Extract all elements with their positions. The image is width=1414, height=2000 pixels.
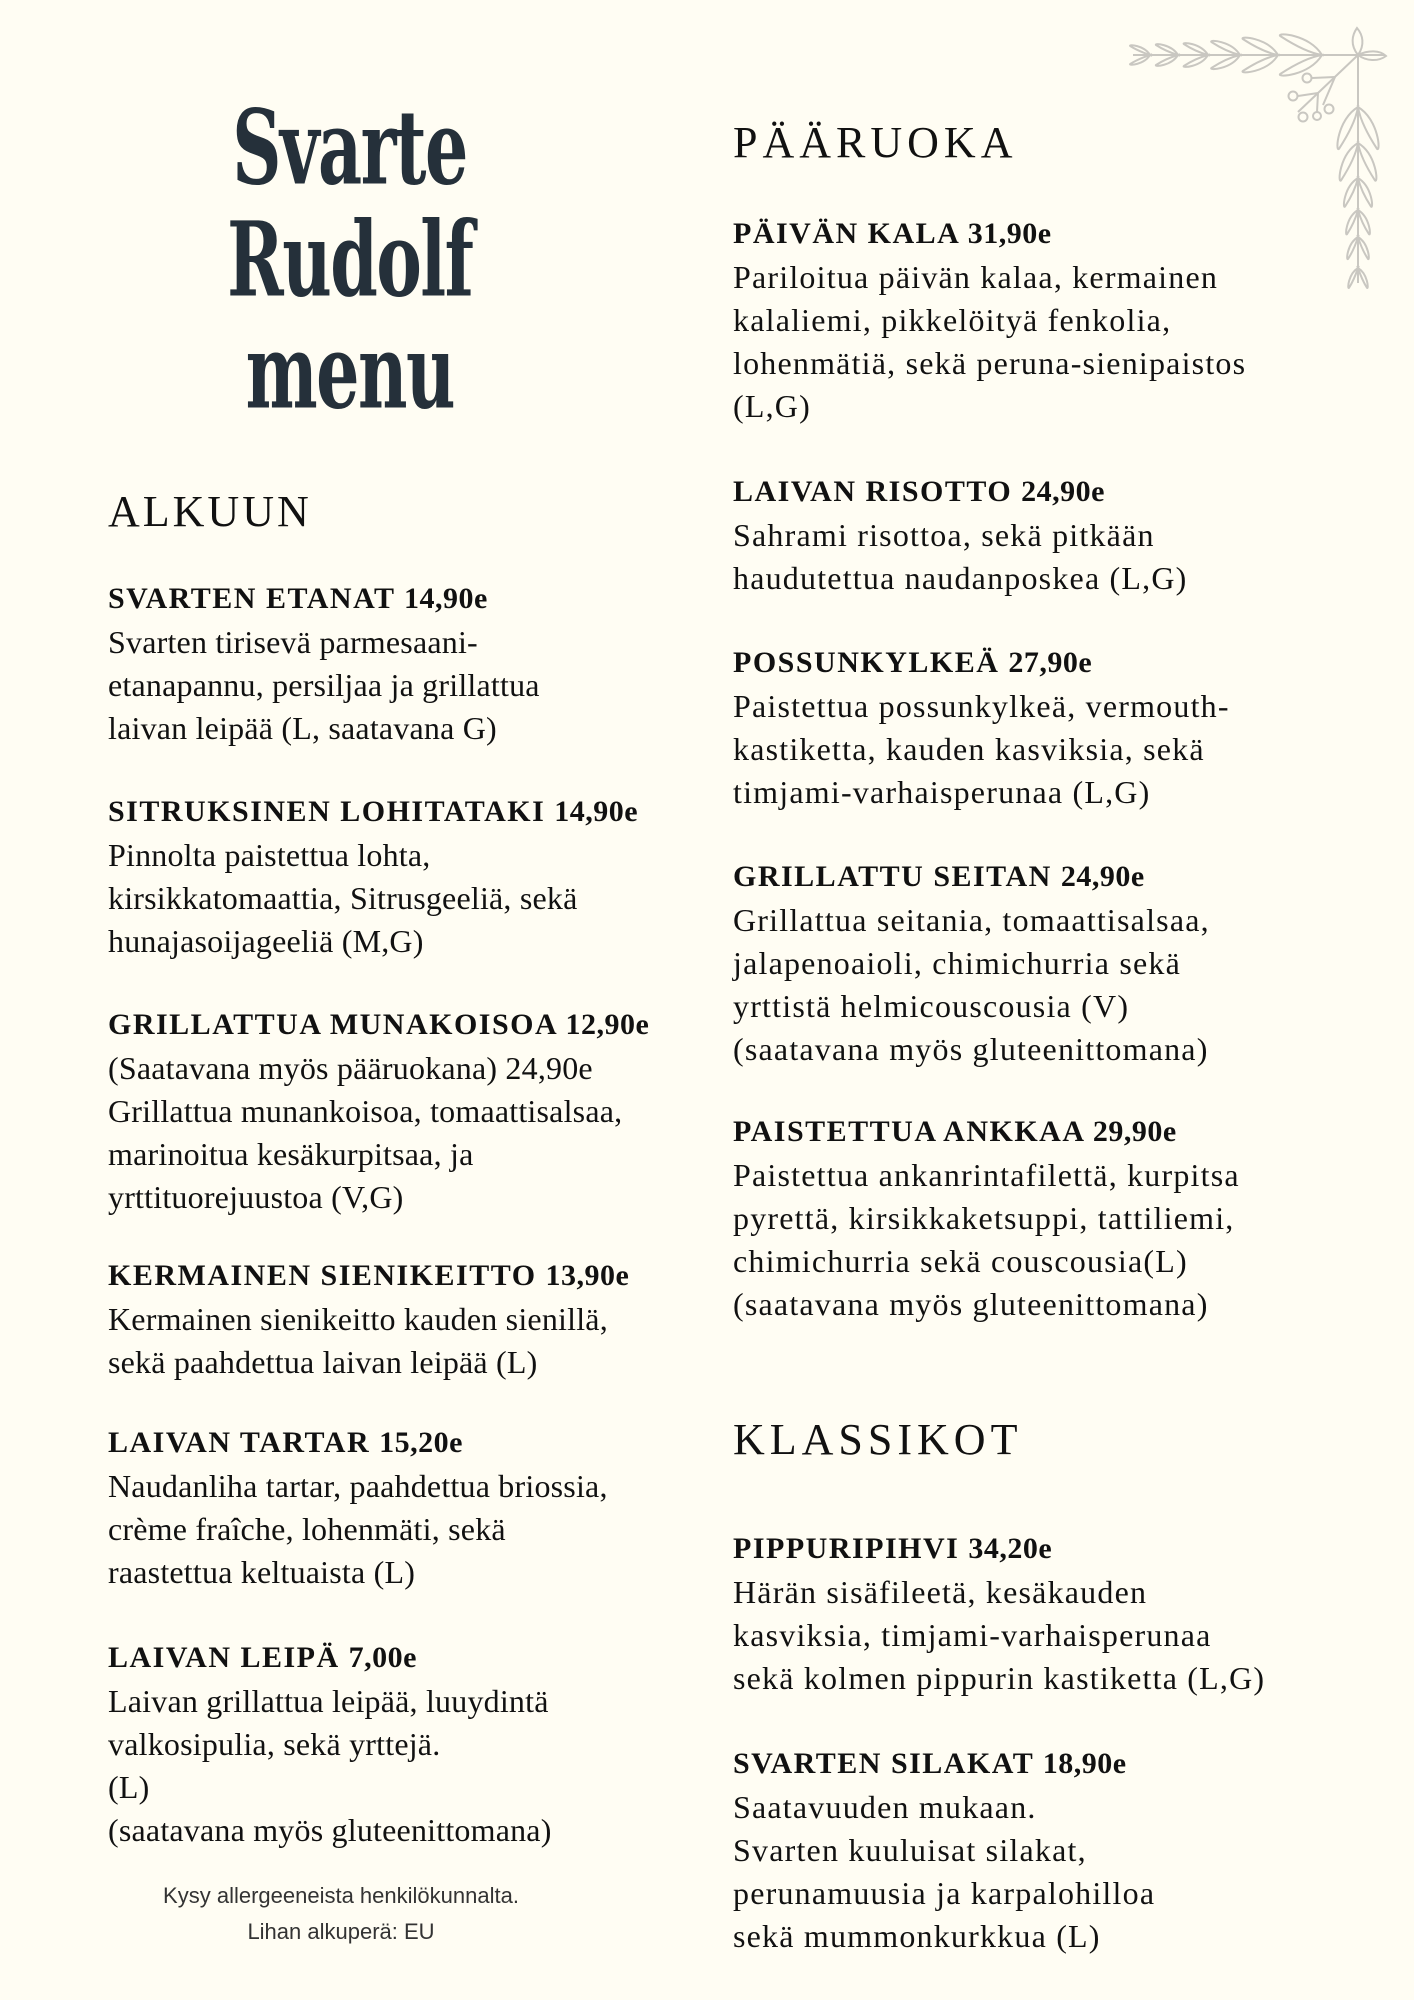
item-name: SVARTEN ETANAT — [108, 582, 395, 615]
allergy-footer — [100, 1878, 582, 1950]
item-desc-line: Grillattua munankoisoa, tomaattisalsaa, — [108, 1093, 623, 1129]
ornament-leaf — [1358, 268, 1368, 288]
item-desc-line: (saatavana myös gluteenittomana) — [733, 1286, 1209, 1322]
ornament-leaf — [1184, 55, 1208, 67]
menu-item — [733, 1109, 1240, 1326]
ornament-leaf — [1346, 210, 1358, 234]
menu-item — [733, 854, 1210, 1071]
ornament-leaf — [1348, 268, 1358, 288]
item-desc-line: Sahrami risottoa, sekä pitkään — [733, 517, 1155, 553]
item-desc-line: (L,G) — [733, 388, 811, 424]
menu-item — [733, 1741, 1155, 1958]
item-desc-line: etanapannu, persiljaa ja grillattua — [108, 667, 540, 703]
footer-allergy-note: Kysy allergeeneista henkilökunnalta. — [163, 1883, 519, 1908]
item-name: PIPPURIPIHVI — [733, 1532, 960, 1565]
logo-line-2: Rudolf — [227, 199, 473, 320]
restaurant-logo — [170, 87, 530, 432]
ornament-leaf — [1242, 38, 1278, 55]
section-title-alkuun: ALKUUN — [108, 487, 312, 536]
item-desc-line: jalapenoaioli, chimichurria sekä — [733, 945, 1182, 981]
menu-item — [108, 1002, 649, 1219]
ornament-leaf — [1358, 107, 1379, 149]
ornament-leaf — [1358, 143, 1376, 181]
ornament-leaf — [1184, 43, 1208, 55]
item-name: PAISTETTUA ANKKAA — [733, 1115, 1084, 1148]
item-name: SITRUKSINEN LOHITATAKI — [108, 795, 546, 828]
item-desc-line: marinoitua kesäkurpitsaa, ja — [108, 1136, 474, 1172]
item-price: 31,90e — [967, 217, 1052, 250]
ornament-leaf — [1280, 55, 1322, 76]
item-desc-line: Svarten tirisevä parmesaani- — [108, 624, 478, 660]
item-desc-line: Paistettua possunkylkeä, vermouth- — [733, 688, 1230, 724]
item-desc-line: yrttituorejuustoa (V,G) — [108, 1179, 404, 1215]
menu-item — [733, 211, 1246, 428]
menu-item — [108, 1420, 608, 1594]
item-price: 34,20e — [968, 1532, 1053, 1565]
item-name: KERMAINEN SIENIKEITTO — [108, 1259, 537, 1292]
ornament-leaf — [1211, 55, 1240, 69]
ornament-leaf — [1347, 237, 1358, 259]
ornament-leaf — [1358, 237, 1369, 259]
item-desc-line: kasviksia, timjami-varhaisperunaa — [733, 1617, 1212, 1653]
item-desc-line: Paistettua ankanrintafilettä, kurpitsa — [733, 1157, 1240, 1193]
ornament-leaf — [1130, 45, 1150, 55]
item-desc-line: Pinnolta paistettua lohta, — [108, 837, 431, 873]
item-desc-line: haudutettua naudanposkea (L,G) — [733, 560, 1188, 596]
ornament-leaf — [1280, 34, 1322, 55]
item-desc-line: (saatavana myös gluteenittomana) — [108, 1812, 552, 1848]
logo-line-1: Svarte — [232, 87, 468, 208]
item-desc-line: lohenmätiä, sekä peruna-sienipaistos — [733, 345, 1247, 381]
ornament-leaf — [1358, 178, 1372, 207]
ornament-leaf — [1340, 143, 1358, 181]
item-desc-line: kalaliemi, pikkelöityä fenkolia, — [733, 302, 1172, 338]
item-desc-line: Pariloitua päivän kalaa, kermainen — [733, 259, 1219, 295]
item-desc-line: sekä kolmen pippurin kastiketta (L,G) — [733, 1660, 1266, 1696]
item-price: 15,20e — [379, 1426, 463, 1459]
item-desc-line: Härän sisäfileetä, kesäkauden — [733, 1574, 1148, 1610]
menu-item — [108, 1635, 552, 1852]
item-name: SVARTEN SILAKAT — [733, 1747, 1034, 1780]
item-name: GRILLATTU SEITAN — [733, 860, 1052, 893]
item-desc-line: perunamuusia ja karpalohilloa — [733, 1875, 1156, 1911]
section-title-paaruoka: PÄÄRUOKA — [733, 118, 1018, 167]
item-name: LAIVAN RISOTTO — [733, 475, 1013, 508]
item-price: 18,90e — [1042, 1747, 1127, 1780]
ornament-leaf — [1358, 210, 1370, 234]
ornament-leaf — [1211, 41, 1240, 55]
menu-item — [108, 1253, 629, 1384]
menu-item — [733, 469, 1188, 600]
item-name: POSSUNKYLKEÄ — [733, 646, 1000, 679]
item-desc-line: sekä mummonkurkkua (L) — [733, 1918, 1101, 1954]
menu-item — [733, 1526, 1265, 1700]
item-price: 14,90e — [403, 582, 488, 615]
item-desc-line: (L) — [108, 1769, 150, 1805]
ornament-leaf — [1156, 44, 1178, 55]
item-price: 24,90e — [1021, 475, 1105, 508]
item-name: PÄIVÄN KALA — [733, 217, 959, 250]
item-desc-line: valkosipulia, sekä yrttejä. — [108, 1726, 441, 1762]
item-desc-line: pyrettä, kirsikkaketsuppi, tattiliemi, — [733, 1200, 1235, 1236]
item-desc-line: sekä paahdettua laivan leipää (L) — [108, 1344, 538, 1380]
item-desc-line: Laivan grillattua leipää, luuydintä — [108, 1683, 549, 1719]
item-desc-line: yrttistä helmicouscousia (V) — [733, 988, 1130, 1024]
ornament-leaf — [1337, 107, 1358, 149]
section-title-klassikot: KLASSIKOT — [733, 1415, 1023, 1464]
item-desc-line: Naudanliha tartar, paahdettua briossia, — [108, 1468, 608, 1504]
item-price: 7,00e — [348, 1641, 417, 1674]
item-desc-line: kirsikkatomaattia, Sitrusgeeliä, sekä — [108, 880, 578, 916]
item-price: 27,90e — [1008, 646, 1093, 679]
item-desc-line: Saatavuuden mukaan. — [733, 1789, 1037, 1825]
item-name: LAIVAN LEIPÄ — [108, 1641, 340, 1674]
item-desc-line: hunajasoijageeliä (M,G) — [108, 923, 424, 959]
item-desc-line: chimichurria sekä couscousia(L) — [733, 1243, 1188, 1279]
ornament-leaf — [1242, 55, 1278, 72]
logo-line-3: menu — [245, 311, 455, 432]
item-desc-line: Kermainen sienikeitto kauden sienillä, — [108, 1301, 608, 1337]
item-price: 29,90e — [1092, 1115, 1177, 1148]
item-desc-line: (saatavana myös gluteenittomana) — [733, 1031, 1209, 1067]
item-desc-line: laivan leipää (L, saatavana G) — [108, 710, 497, 746]
item-desc-line: Svarten kuuluisat silakat, — [733, 1832, 1087, 1868]
item-desc-line: (Saatavana myös pääruokana) 24,90e — [108, 1050, 593, 1086]
item-desc-line: kastiketta, kauden kasviksia, sekä — [733, 731, 1205, 767]
menu-item — [108, 789, 638, 963]
item-desc-line: timjami-varhaisperunaa (L,G) — [733, 774, 1151, 810]
footer-meat-origin: Lihan alkuperä: EU — [247, 1919, 435, 1944]
ornament-leaf — [1156, 55, 1178, 66]
item-price: 14,90e — [554, 795, 639, 828]
menu-item — [108, 576, 540, 750]
item-name: LAIVAN TARTAR — [108, 1426, 371, 1459]
item-price: 24,90e — [1060, 860, 1145, 893]
ornament-leaf — [1130, 55, 1150, 65]
item-price: 13,90e — [545, 1259, 630, 1292]
item-desc-line: Grillattua seitania, tomaattisalsaa, — [733, 902, 1210, 938]
menu-item — [733, 640, 1230, 814]
item-desc-line: crème fraîche, lohenmäti, sekä — [108, 1511, 506, 1547]
item-name: GRILLATTUA MUNAKOISOA — [108, 1008, 557, 1041]
ornament-leaf — [1344, 178, 1358, 207]
item-desc-line: raastettua keltuaista (L) — [108, 1554, 416, 1590]
item-price: 12,90e — [565, 1008, 650, 1041]
